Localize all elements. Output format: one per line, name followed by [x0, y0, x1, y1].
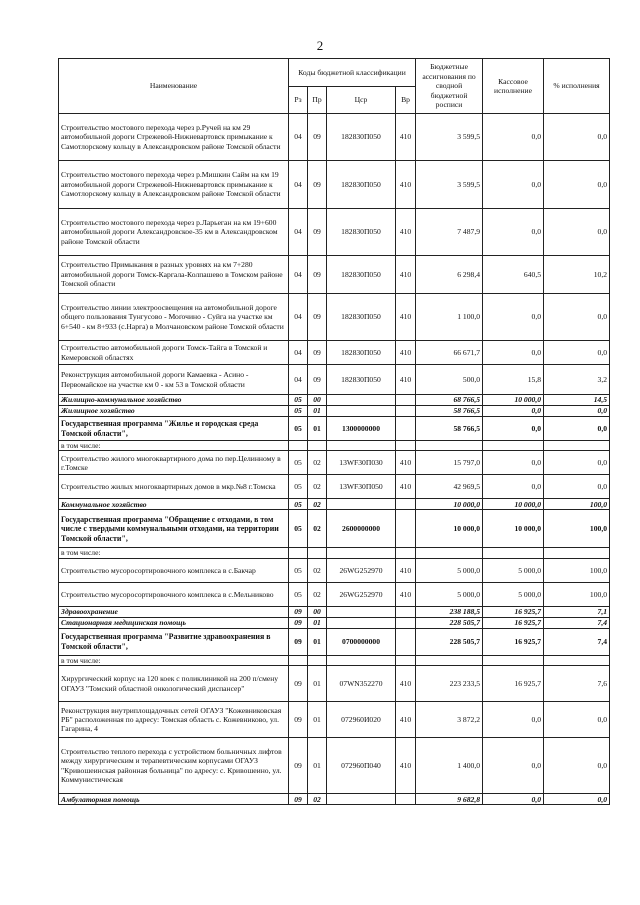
cell-name: Строительство мусоросортировочного комплекса в с.Бакчар — [59, 558, 289, 582]
cell-rz: 05 — [289, 406, 308, 417]
cell-pr — [308, 655, 327, 665]
table-row — [59, 161, 610, 209]
table-row — [59, 558, 610, 582]
cell-pr: 02 — [308, 475, 327, 499]
cell-vr: 410 — [396, 341, 416, 365]
cell-cash: 0,0 — [483, 794, 544, 805]
header-csr: Цср — [327, 87, 396, 114]
table-row — [59, 738, 610, 794]
cell-name: Строительство линии электроосвещения на автомобильной дороге общего пользования Тунгусово - Моґочино - Суйга на участке км 6+540 - км 8+933 (с.Нарга) в Молчановском районе Томской области — [59, 294, 289, 341]
table-row — [59, 365, 610, 395]
cell-csr — [327, 406, 396, 417]
cell-amount — [416, 441, 483, 451]
table-row — [59, 582, 610, 606]
cell-cash: 16 925,7 — [483, 617, 544, 628]
cell-csr: 1300000000 — [327, 417, 396, 441]
cell-rz: 05 — [289, 451, 308, 475]
cell-percent: 100,0 — [544, 558, 610, 582]
cell-name: Строительство автомобильной дороги Томск-Тайга в Томской и Кемеровской областях — [59, 341, 289, 365]
table-row — [59, 406, 610, 417]
cell-amount: 3 599,5 — [416, 161, 483, 209]
cell-cash — [483, 441, 544, 451]
cell-name: Строительство мостового перехода через р.Ручей на км 29 автомобильной дороги Стрежевой-Нижневартовск примыкание к Самотлорскому кольцу в Александровском районе Томской области — [59, 114, 289, 161]
cell-pr — [308, 441, 327, 451]
cell-cash: 0,0 — [483, 475, 544, 499]
cell-cash — [483, 548, 544, 558]
cell-cash: 0,0 — [483, 294, 544, 341]
cell-name: Строительство теплого перехода с устройством больничных лифтов между хирургическим и терапевтическим корпусами ОГАУЗ "Кривошеинская районная больница" по адресу: с. Кривошеино, ул. Коммунистическая — [59, 738, 289, 794]
cell-name: Стационарная медицинская помощь — [59, 617, 289, 628]
cell-vr: 410 — [396, 702, 416, 738]
cell-rz: 04 — [289, 114, 308, 161]
cell-pr: 09 — [308, 256, 327, 294]
cell-amount: 1 100,0 — [416, 294, 483, 341]
cell-amount: 58 766,5 — [416, 417, 483, 441]
cell-percent: 7,4 — [544, 617, 610, 628]
cell-amount: 1 400,0 — [416, 738, 483, 794]
cell-rz: 05 — [289, 417, 308, 441]
cell-pr: 01 — [308, 417, 327, 441]
cell-percent: 100,0 — [544, 582, 610, 606]
cell-cash: 16 925,7 — [483, 628, 544, 655]
cell-rz: 05 — [289, 499, 308, 510]
cell-csr: 072960И020 — [327, 702, 396, 738]
cell-percent — [544, 655, 610, 665]
cell-rz: 09 — [289, 617, 308, 628]
cell-csr: 26WG252970 — [327, 558, 396, 582]
cell-vr — [396, 655, 416, 665]
cell-cash: 0,0 — [483, 702, 544, 738]
cell-vr — [396, 794, 416, 805]
header-vr: Вр — [396, 87, 416, 114]
cell-amount: 5 000,0 — [416, 582, 483, 606]
cell-vr — [396, 406, 416, 417]
cell-rz: 09 — [289, 702, 308, 738]
table-row — [59, 209, 610, 256]
cell-cash: 5 000,0 — [483, 558, 544, 582]
cell-pr — [308, 548, 327, 558]
header-cash: Кассовое исполнение — [483, 59, 544, 114]
header-pr: Пр — [308, 87, 327, 114]
cell-rz: 04 — [289, 161, 308, 209]
cell-percent: 14,5 — [544, 395, 610, 406]
cell-cash: 640,5 — [483, 256, 544, 294]
header-codes-group: Коды бюджетной классификации — [289, 59, 416, 87]
cell-csr: 182830П050 — [327, 341, 396, 365]
cell-vr — [396, 548, 416, 558]
cell-pr: 02 — [308, 558, 327, 582]
cell-csr: 13WF30П030 — [327, 451, 396, 475]
cell-name: Государственная программа "Обращение с отходами, в том числе с твердыми коммунальными отходами, на территории Томской области", — [59, 510, 289, 548]
cell-vr — [396, 617, 416, 628]
cell-name: Строительство мостового перехода через р.Ларьеган на км 19+600 автомобильной дороги Александровское-35 км в Александровском районе Томской области — [59, 209, 289, 256]
cell-vr: 410 — [396, 256, 416, 294]
table-row — [59, 794, 610, 805]
cell-name: в том числе: — [59, 548, 289, 558]
cell-vr — [396, 606, 416, 617]
cell-pr: 01 — [308, 702, 327, 738]
cell-vr: 410 — [396, 365, 416, 395]
cell-csr: 0700000000 — [327, 628, 396, 655]
cell-csr: 182830П050 — [327, 161, 396, 209]
cell-percent: 0,0 — [544, 475, 610, 499]
cell-cash: 0,0 — [483, 341, 544, 365]
cell-percent: 0,0 — [544, 341, 610, 365]
cell-rz: 04 — [289, 256, 308, 294]
cell-pr: 01 — [308, 406, 327, 417]
cell-pr: 00 — [308, 395, 327, 406]
cell-csr — [327, 655, 396, 665]
cell-csr: 182830П050 — [327, 209, 396, 256]
cell-vr: 410 — [396, 294, 416, 341]
cell-pr: 09 — [308, 114, 327, 161]
cell-amount: 223 233,5 — [416, 666, 483, 702]
cell-percent: 100,0 — [544, 510, 610, 548]
table-row — [59, 114, 610, 161]
cell-rz: 05 — [289, 582, 308, 606]
cell-rz: 05 — [289, 558, 308, 582]
table-row — [59, 475, 610, 499]
cell-rz — [289, 548, 308, 558]
cell-cash: 10 000,0 — [483, 510, 544, 548]
table-row — [59, 702, 610, 738]
cell-rz: 04 — [289, 365, 308, 395]
cell-amount: 238 188,5 — [416, 606, 483, 617]
cell-name: Реконструкция внутриплощадочных сетей ОГАУЗ "Кожевниковская РБ" расположенная по адресу: Томская область с. Кожевниково, ул. Гагарина, 4 — [59, 702, 289, 738]
cell-csr: 2600000000 — [327, 510, 396, 548]
cell-vr — [396, 417, 416, 441]
cell-amount: 500,0 — [416, 365, 483, 395]
cell-amount: 10 000,0 — [416, 510, 483, 548]
table-row — [59, 548, 610, 558]
cell-rz: 05 — [289, 510, 308, 548]
cell-rz: 04 — [289, 294, 308, 341]
cell-pr: 09 — [308, 161, 327, 209]
cell-name: в том числе: — [59, 655, 289, 665]
cell-vr: 410 — [396, 475, 416, 499]
cell-name: Государственная программа "Жилье и городская среда Томской области", — [59, 417, 289, 441]
cell-name: Хирургический корпус на 120 коек с поликлиникой на 200 п/смену ОГАУЗ "Томский областной онкологический диспансер" — [59, 666, 289, 702]
table-row — [59, 606, 610, 617]
cell-name: Строительство жилых многоквартирных домов в мкр.№8 г.Томска — [59, 475, 289, 499]
cell-pr: 01 — [308, 666, 327, 702]
cell-amount: 9 682,8 — [416, 794, 483, 805]
cell-pr: 09 — [308, 341, 327, 365]
cell-pr: 02 — [308, 499, 327, 510]
cell-amount: 228 505,7 — [416, 617, 483, 628]
cell-rz — [289, 441, 308, 451]
cell-cash: 0,0 — [483, 738, 544, 794]
cell-csr: 07WN352270 — [327, 666, 396, 702]
cell-name: Жилищное хозяйство — [59, 406, 289, 417]
cell-vr — [396, 395, 416, 406]
cell-percent: 7,6 — [544, 666, 610, 702]
cell-name: Государственная программа "Развитие здравоохранения в Томской области", — [59, 628, 289, 655]
cell-cash: 16 925,7 — [483, 666, 544, 702]
cell-name: Строительство Примыкания в разных уровнях на км 7+280 автомобильной дороги Томск-Каргала-Колпашево в Томском районе Томской области — [59, 256, 289, 294]
table-row — [59, 395, 610, 406]
cell-pr: 01 — [308, 628, 327, 655]
cell-amount: 10 000,0 — [416, 499, 483, 510]
cell-csr — [327, 395, 396, 406]
cell-rz: 04 — [289, 341, 308, 365]
cell-name: Строительство мусоросортировочного комплекса в с.Мельниково — [59, 582, 289, 606]
table-row — [59, 628, 610, 655]
cell-rz: 05 — [289, 395, 308, 406]
table-row — [59, 655, 610, 665]
cell-rz: 09 — [289, 738, 308, 794]
cell-vr: 410 — [396, 666, 416, 702]
cell-cash: 16 925,7 — [483, 606, 544, 617]
cell-name: Строительство жилого многоквартирного дома по пер.Целинному в г.Томске — [59, 451, 289, 475]
cell-pr: 02 — [308, 582, 327, 606]
cell-percent: 0,0 — [544, 451, 610, 475]
cell-csr — [327, 548, 396, 558]
cell-amount: 42 969,5 — [416, 475, 483, 499]
header-percent: % исполнения — [544, 59, 610, 114]
cell-name: в том числе: — [59, 441, 289, 451]
cell-amount: 15 797,0 — [416, 451, 483, 475]
cell-cash: 0,0 — [483, 451, 544, 475]
cell-amount: 3 872,2 — [416, 702, 483, 738]
cell-vr — [396, 510, 416, 548]
cell-pr: 01 — [308, 738, 327, 794]
cell-csr: 182830П050 — [327, 294, 396, 341]
cell-pr: 02 — [308, 451, 327, 475]
table-row — [59, 341, 610, 365]
header-assignments: Бюджетные ассигнования по сводной бюджетной росписи — [416, 59, 483, 114]
cell-vr — [396, 441, 416, 451]
cell-cash — [483, 655, 544, 665]
cell-rz: 09 — [289, 628, 308, 655]
cell-cash: 0,0 — [483, 417, 544, 441]
cell-percent: 7,1 — [544, 606, 610, 617]
cell-name: Реконструкция автомобильной дороги Камаевка - Асино - Первомайское на участке км 0 - км 53 в Томской области — [59, 365, 289, 395]
cell-vr — [396, 499, 416, 510]
cell-percent: 0,0 — [544, 294, 610, 341]
table-row — [59, 499, 610, 510]
cell-rz — [289, 655, 308, 665]
cell-pr: 00 — [308, 606, 327, 617]
cell-amount: 6 298,4 — [416, 256, 483, 294]
table-row — [59, 417, 610, 441]
cell-percent: 100,0 — [544, 499, 610, 510]
cell-rz: 04 — [289, 209, 308, 256]
cell-amount: 68 766,5 — [416, 395, 483, 406]
cell-name: Строительство мостового перехода через р.Мишкин Сайм на км 19 автомобильной дороги Стрежевой-Нижневартовск примыкание к Самотлорскому кольцу в Александровском районе Томской области — [59, 161, 289, 209]
cell-cash: 0,0 — [483, 161, 544, 209]
table-row — [59, 294, 610, 341]
cell-pr: 01 — [308, 617, 327, 628]
cell-cash: 15,8 — [483, 365, 544, 395]
table-row — [59, 451, 610, 475]
cell-pr: 09 — [308, 294, 327, 341]
header-rz: Рз — [289, 87, 308, 114]
budget-table — [58, 58, 610, 805]
cell-csr — [327, 606, 396, 617]
cell-percent: 0,0 — [544, 161, 610, 209]
cell-percent — [544, 548, 610, 558]
cell-percent: 7,4 — [544, 628, 610, 655]
cell-vr: 410 — [396, 451, 416, 475]
cell-percent — [544, 441, 610, 451]
cell-amount: 58 766,5 — [416, 406, 483, 417]
cell-pr: 09 — [308, 365, 327, 395]
table-row — [59, 256, 610, 294]
cell-pr: 02 — [308, 510, 327, 548]
cell-csr: 182830П050 — [327, 114, 396, 161]
cell-csr — [327, 499, 396, 510]
cell-amount: 66 671,7 — [416, 341, 483, 365]
cell-name: Амбулаторная помощь — [59, 794, 289, 805]
cell-cash: 0,0 — [483, 406, 544, 417]
cell-amount: 3 599,5 — [416, 114, 483, 161]
cell-csr: 13WF30П050 — [327, 475, 396, 499]
cell-amount: 228 505,7 — [416, 628, 483, 655]
cell-csr: 182830П050 — [327, 365, 396, 395]
table-row — [59, 617, 610, 628]
header-name: Наименование — [59, 59, 289, 114]
cell-vr: 410 — [396, 738, 416, 794]
cell-csr: 26WG252970 — [327, 582, 396, 606]
cell-name: Коммунальное хозяйство — [59, 499, 289, 510]
cell-percent: 0,0 — [544, 738, 610, 794]
cell-percent: 0,0 — [544, 417, 610, 441]
table-body — [59, 114, 610, 805]
cell-rz: 09 — [289, 666, 308, 702]
cell-percent: 0,0 — [544, 406, 610, 417]
cell-percent: 0,0 — [544, 209, 610, 256]
cell-percent: 0,0 — [544, 702, 610, 738]
cell-cash: 0,0 — [483, 209, 544, 256]
cell-cash: 10 000,0 — [483, 395, 544, 406]
cell-csr — [327, 441, 396, 451]
cell-vr: 410 — [396, 582, 416, 606]
cell-cash: 5 000,0 — [483, 582, 544, 606]
page-number: 2 — [316, 38, 324, 53]
cell-vr — [396, 628, 416, 655]
cell-amount: 7 487,9 — [416, 209, 483, 256]
cell-rz: 05 — [289, 475, 308, 499]
cell-vr: 410 — [396, 558, 416, 582]
cell-rz: 09 — [289, 794, 308, 805]
cell-name: Жилищно-коммунальное хозяйство — [59, 395, 289, 406]
cell-percent: 0,0 — [544, 794, 610, 805]
cell-percent: 10,2 — [544, 256, 610, 294]
cell-amount — [416, 655, 483, 665]
cell-cash: 10 000,0 — [483, 499, 544, 510]
cell-name: Здравоохранение — [59, 606, 289, 617]
cell-percent: 0,0 — [544, 114, 610, 161]
cell-csr: 072960П040 — [327, 738, 396, 794]
cell-vr: 410 — [396, 209, 416, 256]
cell-vr: 410 — [396, 161, 416, 209]
cell-percent: 3,2 — [544, 365, 610, 395]
cell-cash: 0,0 — [483, 114, 544, 161]
cell-amount — [416, 548, 483, 558]
cell-vr: 410 — [396, 114, 416, 161]
cell-csr — [327, 794, 396, 805]
cell-csr: 182830П050 — [327, 256, 396, 294]
cell-amount: 5 000,0 — [416, 558, 483, 582]
cell-pr: 09 — [308, 209, 327, 256]
table-row — [59, 510, 610, 548]
cell-csr — [327, 617, 396, 628]
table-row — [59, 666, 610, 702]
table-row — [59, 441, 610, 451]
cell-rz: 09 — [289, 606, 308, 617]
cell-pr: 02 — [308, 794, 327, 805]
